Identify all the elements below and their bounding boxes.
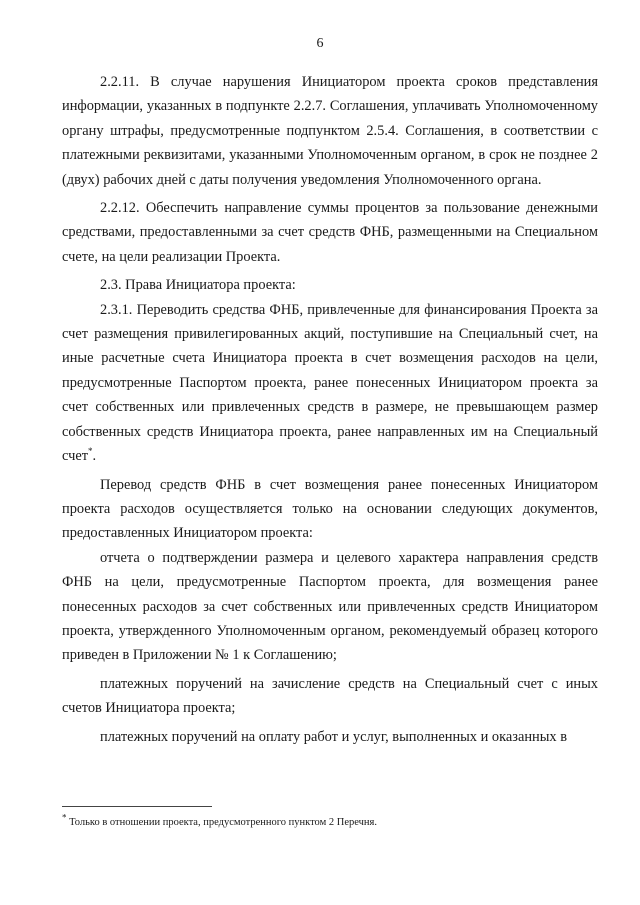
paragraph-2-2-11: 2.2.11. В случае нарушения Инициатором проекта сроков представления информации, указанных в подпункте 2.2.7. Соглашения, уплачивать Уполномоченному органу штрафы, предусмотренные подпунктом 2.5.4. Соглашения, в соответствии с платежными реквизитами, указанными Уполномоченным органом, в срок не позднее 2 (двух) рабочих дней с даты получения уведомления Уполномоченного органа. [62, 74, 598, 188]
paragraph-transfer-conditions: Перевод средств ФНБ в счет возмещения ранее понесенных Инициатором проекта расходов осуществляется только на основании следующих документов, предоставленных Инициатором проекта: [62, 476, 598, 542]
list-item-report: отчета о подтверждении размера и целевого характера направления средств ФНБ на цели, предусмотренные Паспортом проекта, для возмещения ранее понесенных расходов за счет собственных или привлеченных средств Инициатором проекта, утвержденного Уполномоченным органом, рекомендуемый образец которого приведен в Приложении № 1 к Соглашению; [62, 549, 598, 664]
list-item-payment-orders-credit: платежных поручений на зачисление средств на Специальный счет с иных счетов Инициатора проекта; [62, 675, 598, 717]
footnote-mark: * [62, 812, 67, 823]
footnote-divider [62, 806, 212, 807]
paragraph-2-2-12: 2.2.12. Обеспечить направление суммы процентов за пользование денежными средствами, предоставленными за счет средств ФНБ, размещенными на Специальном счете, на цели реализации Проекта. [62, 200, 598, 265]
footnote-reference: * [88, 446, 93, 457]
footnote-text: Только в отношении проекта, предусмотренного пунктом 2 Перечня. [69, 817, 377, 828]
section-heading-2-3: 2.3. Права Инициатора проекта: [100, 277, 296, 294]
footnote [62, 812, 377, 828]
page-number: 6 [316, 36, 324, 51]
paragraph-2-3-1-text: 2.3.1. Переводить средства ФНБ, привлеченные для финансирования Проекта за счет размещения привилегированных акций, поступившие на Специальный счет, на иные расчетные счета Инициатора проекта в счет возмещения расходов на цели, предусмотренные Паспортом проекта, ранее понесенных Инициатором проекта за счет собственных или привлеченных средств в размере, не превышающем размер собственных средств Инициатора проекта, ранее направленных им на Специальный счет [62, 301, 598, 465]
paragraph-2-3-1-end: . [92, 448, 97, 465]
list-item-payment-orders-works: платежных поручений на оплату работ и услуг, выполненных и оказанных в [100, 728, 567, 745]
paragraph-2-3-1 [62, 298, 598, 469]
document-body [62, 70, 598, 749]
